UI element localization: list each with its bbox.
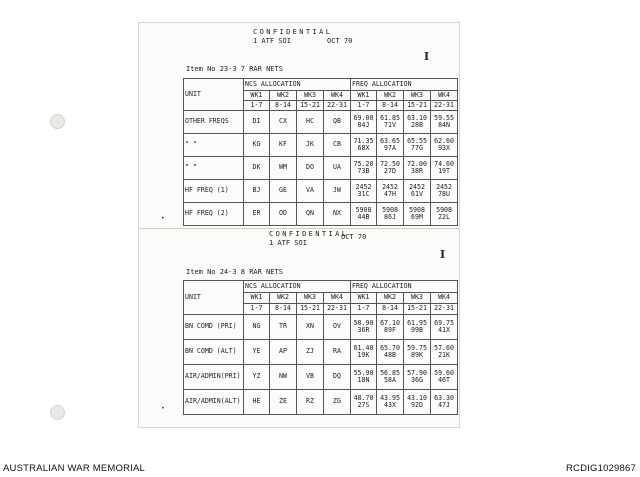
frequency-value: 5908	[382, 205, 398, 214]
frequency-value: 56.85	[380, 368, 400, 377]
channel-code: 89K	[411, 351, 423, 359]
date-range: 8-14	[377, 304, 404, 315]
classification-header: CONFIDENTIAL	[269, 230, 349, 238]
frequency-value: 59.55	[434, 113, 454, 122]
frequency-value: 63.65	[380, 136, 400, 145]
table-row	[184, 134, 458, 157]
frequency-value: 63.10	[407, 113, 427, 122]
freq-header: FREQ ALLOCATION	[351, 79, 458, 91]
frequency-value: 2452	[355, 182, 372, 191]
freq-cell	[404, 315, 431, 340]
unit-line: 1 ATF SOI	[253, 37, 291, 45]
ncs-callsign: DO	[297, 157, 324, 180]
channel-code: 28B	[411, 121, 423, 129]
frequency-value: 5908	[409, 205, 425, 214]
week-header: WK2	[270, 293, 297, 304]
freq-cell	[431, 157, 458, 180]
unit-name: BN COMD (PRI)	[184, 315, 244, 340]
frequency-value: 71.35	[353, 136, 374, 145]
week-header: WK4	[431, 91, 458, 101]
footer-reference: RCDIG1029867	[566, 463, 636, 474]
freq-cell	[351, 365, 377, 390]
unit-name: " "	[184, 134, 244, 157]
margin-tick: •	[161, 215, 165, 222]
frequency-value: 62.60	[434, 136, 454, 145]
freq-cell	[431, 111, 458, 134]
ncs-callsign: ZJ	[297, 340, 324, 365]
channel-code: 36R	[357, 326, 370, 334]
ncs-callsign: DK	[244, 157, 270, 180]
week-header: WK1	[244, 91, 270, 101]
freq-cell	[377, 203, 404, 226]
week-header: WK4	[324, 293, 351, 304]
table-row	[184, 390, 458, 415]
channel-code: 84J	[357, 121, 370, 129]
channel-code: 19T	[438, 167, 450, 175]
punch-hole	[50, 114, 65, 129]
ncs-callsign: DQ	[324, 365, 351, 390]
ncs-callsign: KG	[244, 134, 270, 157]
ncs-callsign: BJ	[244, 180, 270, 203]
frequency-value: 43.95	[380, 393, 400, 402]
date-range: 22-31	[324, 304, 351, 315]
freq-cell	[351, 340, 377, 365]
channel-code: 89F	[384, 326, 396, 334]
date-range: 22-31	[324, 101, 351, 111]
frequency-value: 55.90	[353, 368, 374, 377]
channel-code: 84N	[438, 121, 450, 129]
ncs-callsign: RZ	[297, 390, 324, 415]
week-header: WK4	[324, 91, 351, 101]
table-row	[184, 111, 458, 134]
frequency-value: 75.20	[353, 159, 374, 168]
frequency-value: 59.60	[434, 368, 454, 377]
frequency-value: 65.70	[380, 343, 400, 352]
freq-cell	[431, 340, 458, 365]
unit-name: " "	[184, 157, 244, 180]
ncs-callsign: WM	[270, 157, 297, 180]
week-header: WK2	[377, 91, 404, 101]
unit-line: 1 ATF SOI	[269, 239, 307, 247]
ncs-callsign: GE	[270, 180, 297, 203]
table-row	[184, 340, 458, 365]
freq-cell	[377, 340, 404, 365]
ncs-callsign: NG	[244, 315, 270, 340]
week-header: WK3	[404, 293, 431, 304]
channel-code: 92D	[411, 401, 423, 409]
week-header: WK3	[297, 91, 324, 101]
ncs-callsign: NW	[270, 365, 297, 390]
freq-cell	[351, 180, 377, 203]
ncs-callsign: QB	[324, 111, 351, 134]
ncs-callsign: JW	[324, 180, 351, 203]
unit-name: OTHER FREQS	[184, 111, 244, 134]
week-header: WK4	[431, 293, 458, 304]
freq-cell	[404, 390, 431, 415]
frequency-value: 48.70	[353, 393, 374, 402]
unit-name: HF FREQ (2)	[184, 203, 244, 226]
ncs-callsign: ER	[244, 203, 270, 226]
freq-cell	[351, 134, 377, 157]
freq-cell	[404, 180, 431, 203]
channel-code: 99B	[411, 326, 423, 334]
frequency-value: 61.40	[353, 343, 374, 352]
page-mark: I	[424, 50, 430, 63]
unit-name: BN COMD (ALT)	[184, 340, 244, 365]
channel-code: 18N	[357, 376, 370, 384]
date-range: 22-31	[431, 101, 458, 111]
ncs-callsign: YZ	[244, 365, 270, 390]
date-range: 1-7	[244, 101, 270, 111]
channel-code: 69M	[411, 213, 423, 221]
ncs-callsign: JK	[297, 134, 324, 157]
channel-code: 47J	[438, 401, 450, 409]
date-range: 15-21	[297, 304, 324, 315]
frequency-value: 57.90	[407, 368, 427, 377]
date-range: 22-31	[431, 304, 458, 315]
freq-header: FREQ ALLOCATION	[351, 281, 458, 293]
channel-code: 71V	[384, 121, 396, 129]
period: OCT 70	[327, 37, 353, 45]
channel-code: 31C	[357, 190, 370, 198]
ncs-callsign: QN	[297, 203, 324, 226]
unit-name: AIR/ADMIN(ALT)	[184, 390, 244, 415]
channel-code: 68X	[357, 144, 370, 152]
punch-hole	[50, 405, 65, 420]
freq-cell	[404, 340, 431, 365]
freq-cell	[431, 390, 458, 415]
date-range: 15-21	[404, 101, 431, 111]
freq-cell	[351, 315, 377, 340]
frequency-value: 61.95	[407, 318, 427, 327]
channel-code: 38R	[411, 167, 423, 175]
date-range: 8-14	[270, 304, 297, 315]
freq-cell	[404, 365, 431, 390]
frequency-value: 5908	[436, 205, 452, 214]
channel-code: 44B	[357, 213, 370, 221]
date-range: 8-14	[270, 101, 297, 111]
freq-cell	[377, 390, 404, 415]
allocation-table	[183, 78, 458, 226]
table-row	[184, 365, 458, 390]
freq-cell	[431, 134, 458, 157]
channel-code: 22L	[438, 213, 450, 221]
freq-cell	[431, 365, 458, 390]
channel-code: 97A	[384, 144, 396, 152]
ncs-callsign: VA	[297, 180, 324, 203]
item-title: Item No 23-3 7 RAR NETS	[186, 65, 283, 73]
ncs-callsign: RA	[324, 340, 351, 365]
frequency-value: 5908	[355, 205, 372, 214]
ncs-callsign: KF	[270, 134, 297, 157]
channel-code: 78U	[438, 190, 450, 198]
table-row	[184, 315, 458, 340]
table-row	[184, 180, 458, 203]
ncs-callsign: CB	[324, 134, 351, 157]
period: OCT 70	[341, 233, 367, 241]
freq-cell	[377, 111, 404, 134]
ncs-callsign: CX	[270, 111, 297, 134]
table-row	[184, 157, 458, 180]
date-range: 15-21	[404, 304, 431, 315]
ncs-header: NCS ALLOCATION	[244, 79, 351, 91]
frequency-value: 72.50	[380, 159, 400, 168]
channel-code: 43X	[384, 401, 396, 409]
freq-cell	[377, 365, 404, 390]
channel-code: 19K	[357, 351, 370, 359]
week-header: WK1	[351, 91, 377, 101]
ncs-callsign: DI	[244, 111, 270, 134]
week-header: WK1	[244, 293, 270, 304]
page-mark: I	[440, 248, 446, 261]
item-title: Item No 24-3 8 RAR NETS	[186, 268, 283, 276]
channel-code: 21K	[438, 351, 450, 359]
footer-source: AUSTRALIAN WAR MEMORIAL	[3, 463, 146, 474]
channel-code: 93X	[438, 144, 450, 152]
frequency-value: 2452	[436, 182, 452, 191]
ncs-header: NCS ALLOCATION	[244, 281, 351, 293]
date-range: 1-7	[351, 304, 377, 315]
ncs-callsign: HC	[297, 111, 324, 134]
ncs-callsign: HE	[244, 390, 270, 415]
freq-cell	[377, 180, 404, 203]
freq-cell	[431, 203, 458, 226]
channel-code: 41X	[438, 326, 450, 334]
frequency-value: 67.10	[380, 318, 400, 327]
freq-cell	[351, 111, 377, 134]
channel-code: 86J	[384, 213, 396, 221]
channel-code: 61V	[411, 190, 423, 198]
date-range: 1-7	[244, 304, 270, 315]
freq-cell	[404, 203, 431, 226]
fold-line	[139, 228, 459, 229]
freq-cell	[351, 157, 377, 180]
week-header: WK1	[351, 293, 377, 304]
date-range: 15-21	[297, 101, 324, 111]
ncs-callsign: NX	[324, 203, 351, 226]
frequency-value: 72.00	[407, 159, 427, 168]
ncs-callsign: ZG	[324, 390, 351, 415]
channel-code: 47H	[384, 190, 396, 198]
frequency-value: 69.00	[353, 113, 374, 122]
frequency-value: 59.75	[407, 343, 427, 352]
table-row	[184, 203, 458, 226]
ncs-callsign: UA	[324, 157, 351, 180]
ncs-callsign: OV	[324, 315, 351, 340]
frequency-value: 43.10	[407, 393, 427, 402]
unit-header: UNIT	[184, 79, 244, 111]
freq-cell	[377, 157, 404, 180]
week-header: WK3	[404, 91, 431, 101]
channel-code: 48B	[384, 351, 396, 359]
ncs-callsign: YE	[244, 340, 270, 365]
frequency-value: 65.55	[407, 136, 427, 145]
date-range: 8-14	[377, 101, 404, 111]
frequency-value: 74.60	[434, 159, 454, 168]
frequency-value: 63.30	[434, 393, 454, 402]
ncs-callsign: OD	[270, 203, 297, 226]
ncs-callsign: XN	[297, 315, 324, 340]
channel-code: 77G	[411, 144, 423, 152]
freq-cell	[431, 180, 458, 203]
freq-cell	[377, 134, 404, 157]
ncs-callsign: AP	[270, 340, 297, 365]
frequency-value: 2452	[382, 182, 398, 191]
frequency-value: 69.75	[434, 318, 454, 327]
classification-header: CONFIDENTIAL	[253, 28, 333, 36]
freq-cell	[377, 315, 404, 340]
week-header: WK2	[270, 91, 297, 101]
freq-cell	[351, 203, 377, 226]
channel-code: 27S	[357, 401, 370, 409]
ncs-callsign: TR	[270, 315, 297, 340]
frequency-value: 58.90	[353, 318, 374, 327]
freq-cell	[351, 390, 377, 415]
unit-name: HF FREQ (1)	[184, 180, 244, 203]
unit-header: UNIT	[184, 281, 244, 315]
frequency-value: 61.85	[380, 113, 400, 122]
margin-tick: •	[161, 405, 165, 412]
ncs-callsign: ZE	[270, 390, 297, 415]
freq-cell	[431, 315, 458, 340]
freq-cell	[404, 111, 431, 134]
ncs-callsign: VB	[297, 365, 324, 390]
channel-code: 58A	[384, 376, 396, 384]
frequency-value: 2452	[409, 182, 425, 191]
week-header: WK2	[377, 293, 404, 304]
freq-cell	[404, 157, 431, 180]
frequency-value: 57.60	[434, 343, 454, 352]
channel-code: 36G	[411, 376, 423, 384]
channel-code: 46T	[438, 376, 450, 384]
week-header: WK3	[297, 293, 324, 304]
unit-name: AIR/ADMIN(PRI)	[184, 365, 244, 390]
channel-code: 27D	[384, 167, 396, 175]
allocation-table	[183, 280, 458, 415]
date-range: 1-7	[351, 101, 377, 111]
freq-cell	[404, 134, 431, 157]
channel-code: 73B	[357, 167, 370, 175]
